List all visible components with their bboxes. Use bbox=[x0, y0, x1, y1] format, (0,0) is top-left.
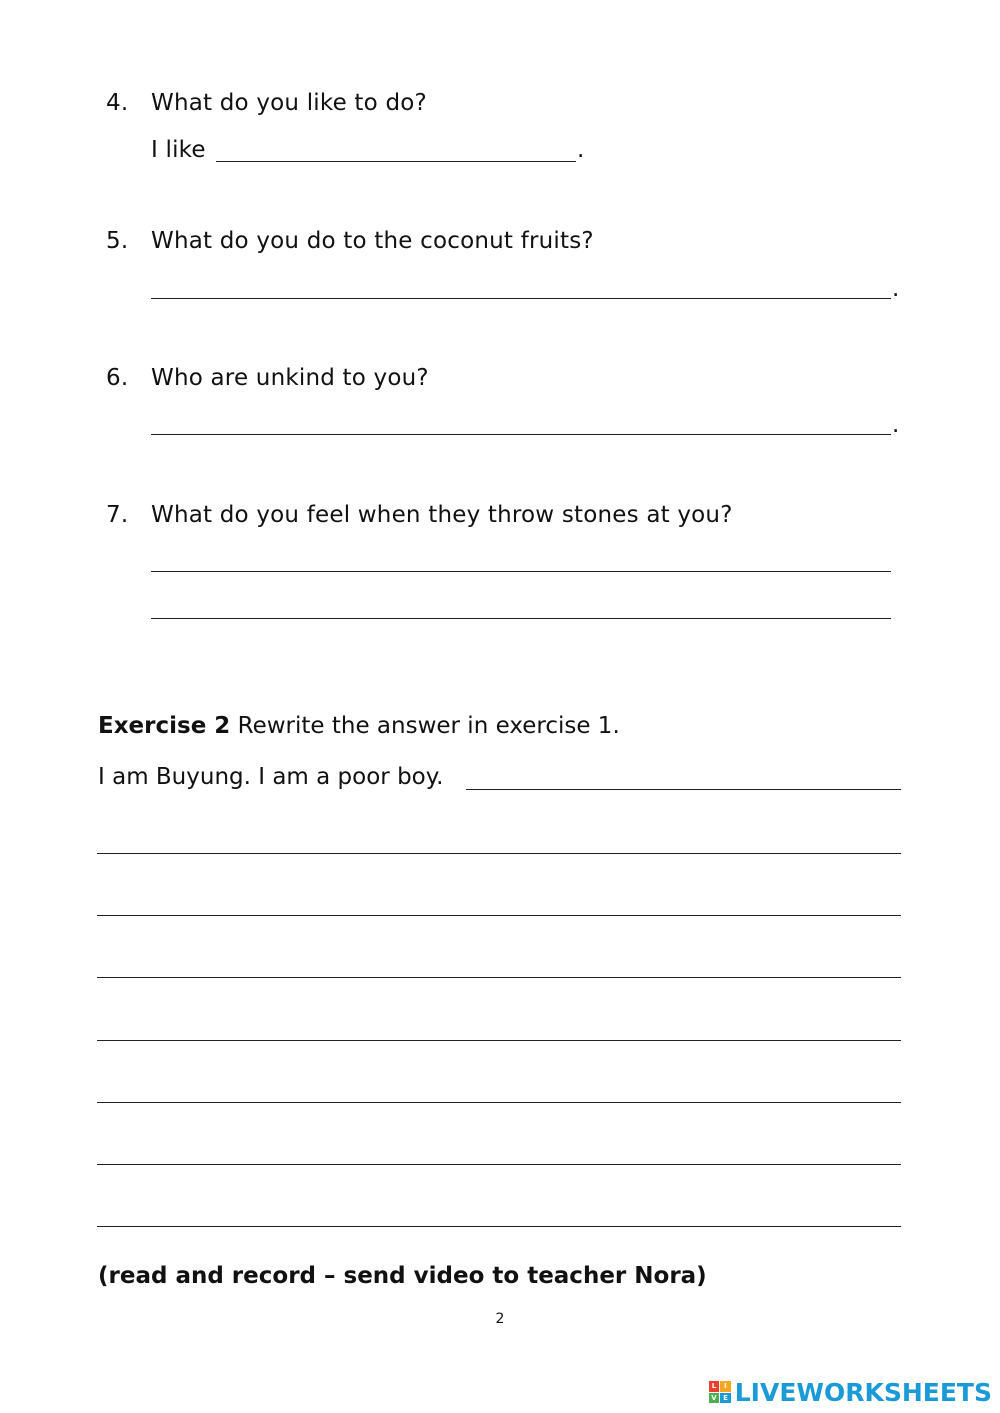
question-5-text: What do you do to the coconut fruits? bbox=[151, 228, 594, 254]
question-5-number: 5. bbox=[106, 228, 129, 254]
exercise-2-blank-1[interactable] bbox=[97, 853, 901, 854]
answer-6-period: . bbox=[892, 412, 900, 438]
exercise-2-blank-5[interactable] bbox=[97, 1102, 901, 1103]
logo-mark-letter: V bbox=[709, 1393, 720, 1404]
logo-text: LIVEWORKSHEETS bbox=[734, 1377, 992, 1407]
exercise-2-instruction: Rewrite the answer in exercise 1. bbox=[230, 713, 620, 739]
exercise-2-blank-0[interactable] bbox=[466, 789, 901, 790]
answer-7-blank-2[interactable] bbox=[151, 618, 891, 619]
answer-6-blank[interactable] bbox=[151, 434, 891, 435]
logo-mark-letter: I bbox=[720, 1381, 731, 1392]
instruction-note: (read and record – send video to teacher Nora) bbox=[98, 1263, 707, 1289]
exercise-2-blank-4[interactable] bbox=[97, 1040, 901, 1041]
logo-mark-letter: L bbox=[709, 1381, 720, 1392]
exercise-2-blank-2[interactable] bbox=[97, 915, 901, 916]
exercise-2-first-line: I am Buyung. I am a poor boy. bbox=[98, 764, 444, 790]
exercise-2-label: Exercise 2 bbox=[98, 713, 231, 739]
question-4-number: 4. bbox=[106, 90, 129, 116]
answer-5-period: . bbox=[892, 276, 900, 302]
exercise-2-blank-6[interactable] bbox=[97, 1164, 901, 1165]
question-6-number: 6. bbox=[106, 365, 129, 391]
question-7-number: 7. bbox=[106, 502, 129, 528]
answer-5-blank[interactable] bbox=[151, 298, 891, 299]
answer-7-blank-1[interactable] bbox=[151, 571, 891, 572]
question-6-text: Who are unkind to you? bbox=[151, 365, 429, 391]
logo-mark-letter: E bbox=[720, 1393, 731, 1404]
logo-mark-icon bbox=[709, 1381, 731, 1403]
question-7-text: What do you feel when they throw stones at you? bbox=[151, 502, 733, 528]
answer-4-blank[interactable] bbox=[216, 161, 576, 162]
liveworksheets-logo[interactable] bbox=[709, 1377, 992, 1407]
exercise-2-blank-7[interactable] bbox=[97, 1226, 901, 1227]
page-number: 2 bbox=[495, 1311, 505, 1327]
answer-4-prefix: I like bbox=[151, 137, 206, 163]
question-4-text: What do you like to do? bbox=[151, 90, 427, 116]
exercise-2-heading bbox=[98, 713, 620, 739]
answer-4-period: . bbox=[577, 137, 585, 163]
exercise-2-blank-3[interactable] bbox=[97, 977, 901, 978]
